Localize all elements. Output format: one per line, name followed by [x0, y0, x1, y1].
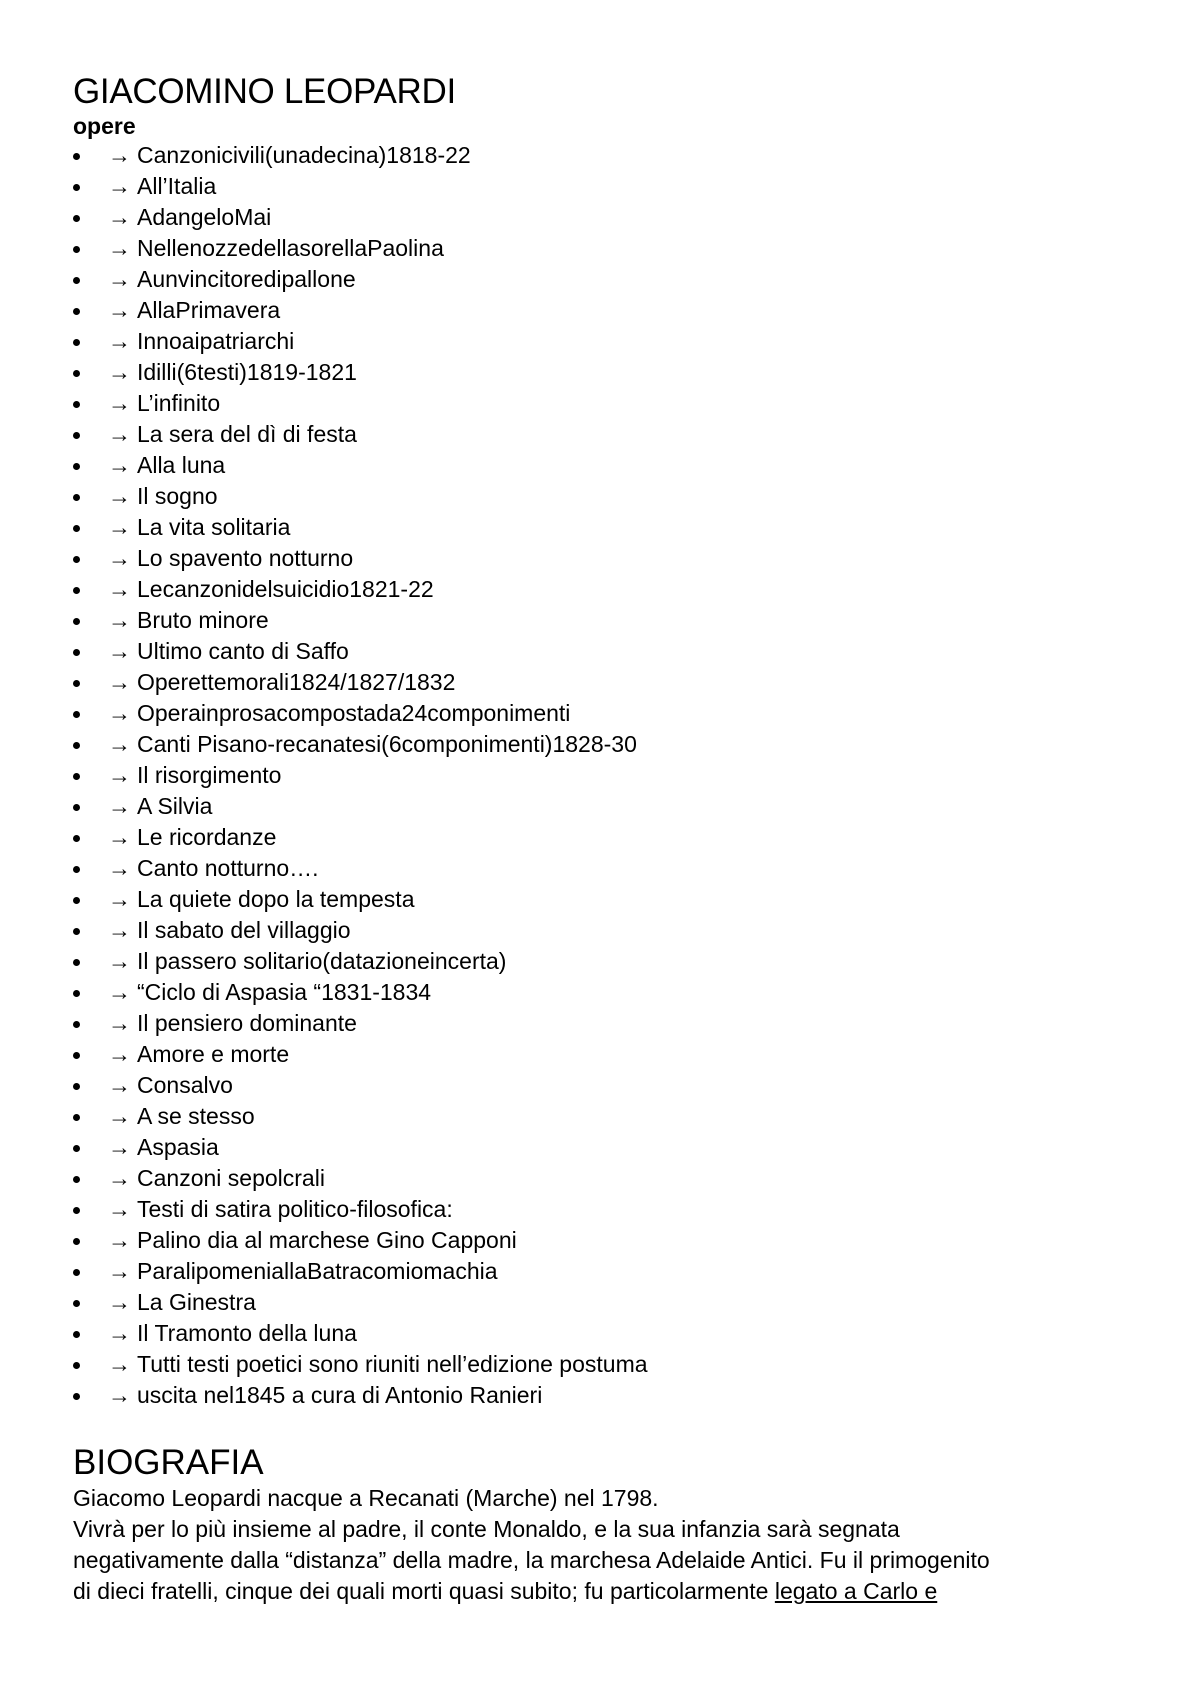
bullet-icon	[73, 897, 80, 904]
list-item	[73, 419, 1133, 450]
arrow-right-icon: →	[108, 390, 131, 416]
arrow-right-icon: →	[108, 855, 131, 881]
list-item-text: Lo spavento notturno	[137, 545, 354, 571]
bullet-icon	[73, 525, 80, 532]
list-item	[73, 481, 1133, 512]
bullet-icon	[73, 153, 80, 160]
list-item-text: La sera del dì di festa	[137, 421, 357, 447]
bullet-icon	[73, 1052, 80, 1059]
list-item	[73, 171, 1133, 202]
arrow-right-icon: →	[108, 1010, 131, 1036]
bullet-icon	[73, 432, 80, 439]
arrow-right-icon: →	[108, 1134, 131, 1160]
list-item	[73, 1163, 1133, 1194]
arrow-right-icon: →	[108, 1258, 131, 1284]
biography-line-text: di dieci fratelli, cinque dei quali morti quasi subito; fu particolarmente	[73, 1578, 775, 1604]
bullet-icon	[73, 1300, 80, 1307]
bullet-icon	[73, 649, 80, 656]
bullet-icon	[73, 680, 80, 687]
list-item-text: All’Italia	[137, 173, 217, 199]
bullet-icon	[73, 1083, 80, 1090]
works-list	[73, 140, 1133, 1411]
list-item	[73, 233, 1133, 264]
arrow-right-icon: →	[108, 886, 131, 912]
bullet-icon	[73, 1176, 80, 1183]
arrow-right-icon: →	[108, 948, 131, 974]
list-item	[73, 946, 1133, 977]
list-item	[73, 574, 1133, 605]
arrow-right-icon: →	[108, 576, 131, 602]
bullet-icon	[73, 959, 80, 966]
arrow-right-icon: →	[108, 1103, 131, 1129]
arrow-right-icon: →	[108, 638, 131, 664]
bullet-icon	[73, 866, 80, 873]
list-item-text: A Silvia	[137, 793, 213, 819]
arrow-right-icon: →	[108, 266, 131, 292]
list-item	[73, 140, 1133, 171]
bullet-icon	[73, 1021, 80, 1028]
bullet-icon	[73, 246, 80, 253]
arrow-right-icon: →	[108, 1165, 131, 1191]
arrow-right-icon: →	[108, 607, 131, 633]
list-item-text: Alla luna	[137, 452, 226, 478]
bullet-icon	[73, 1207, 80, 1214]
list-item	[73, 605, 1133, 636]
list-item-text: Operainprosacompostada24componimenti	[137, 700, 571, 726]
arrow-right-icon: →	[108, 1351, 131, 1377]
bullet-icon	[73, 1362, 80, 1369]
list-item-text: Amore e morte	[137, 1041, 290, 1067]
arrow-right-icon: →	[108, 1289, 131, 1315]
list-item-text: Il passero solitario(datazioneincerta)	[137, 948, 507, 974]
list-item	[73, 357, 1133, 388]
list-item-text: NellenozzedellasorellaPaolina	[137, 235, 444, 261]
bullet-icon	[73, 990, 80, 997]
list-item	[73, 698, 1133, 729]
list-item	[73, 1318, 1133, 1349]
arrow-right-icon: →	[108, 297, 131, 323]
bullet-icon	[73, 184, 80, 191]
arrow-right-icon: →	[108, 483, 131, 509]
bullet-icon	[73, 277, 80, 284]
list-item	[73, 853, 1133, 884]
bullet-icon	[73, 494, 80, 501]
list-item	[73, 1256, 1133, 1287]
arrow-right-icon: →	[108, 514, 131, 540]
list-item	[73, 388, 1133, 419]
bullet-icon	[73, 308, 80, 315]
bullet-icon	[73, 370, 80, 377]
list-item	[73, 884, 1133, 915]
list-item-text: Consalvo	[137, 1072, 233, 1098]
list-item-text: AllaPrimavera	[137, 297, 281, 323]
list-item	[73, 1287, 1133, 1318]
arrow-right-icon: →	[108, 204, 131, 230]
arrow-right-icon: →	[108, 328, 131, 354]
list-item	[73, 1039, 1133, 1070]
list-item-text: Il pensiero dominante	[137, 1010, 357, 1036]
list-item-text: Il risorgimento	[137, 762, 282, 788]
arrow-right-icon: →	[108, 700, 131, 726]
list-item	[73, 822, 1133, 853]
list-item-text: Canto notturno….	[137, 855, 319, 881]
arrow-right-icon: →	[108, 1320, 131, 1346]
list-item	[73, 636, 1133, 667]
list-item-text: Testi di satira politico-filosofica:	[137, 1196, 453, 1222]
arrow-right-icon: →	[108, 173, 131, 199]
list-item-text: Lecanzonidelsuicidio1821-22	[137, 576, 434, 602]
list-item-text: Canzonicivili(unadecina)1818-22	[137, 142, 471, 168]
list-item	[73, 326, 1133, 357]
arrow-right-icon: →	[108, 669, 131, 695]
biography-line: negativamente dalla “distanza” della madre, la marchesa Adelaide Antici. Fu il primogenito	[73, 1547, 990, 1573]
list-item	[73, 729, 1133, 760]
arrow-right-icon: →	[108, 731, 131, 757]
bullet-icon	[73, 835, 80, 842]
document-page	[73, 72, 1133, 1607]
arrow-right-icon: →	[108, 979, 131, 1005]
bullet-icon	[73, 1145, 80, 1152]
bullet-icon	[73, 1114, 80, 1121]
list-item	[73, 977, 1133, 1008]
arrow-right-icon: →	[108, 793, 131, 819]
list-item	[73, 1194, 1133, 1225]
bullet-icon	[73, 339, 80, 346]
arrow-right-icon: →	[108, 1382, 131, 1408]
list-item-text: L’infinito	[137, 390, 221, 416]
bullet-icon	[73, 1331, 80, 1338]
list-item-text: Canzoni sepolcrali	[137, 1165, 325, 1191]
list-item-text: Tutti testi poetici sono riuniti nell’edizione postuma	[137, 1351, 648, 1377]
arrow-right-icon: →	[108, 142, 131, 168]
list-item	[73, 450, 1133, 481]
list-item	[73, 543, 1133, 574]
list-item	[73, 512, 1133, 543]
list-item-text: La Ginestra	[137, 1289, 256, 1315]
document-title: GIACOMINO LEOPARDI	[73, 72, 456, 111]
list-item-text: Il Tramonto della luna	[137, 1320, 357, 1346]
list-item	[73, 915, 1133, 946]
list-item-text: Il sabato del villaggio	[137, 917, 351, 943]
list-item	[73, 295, 1133, 326]
list-item-text: Ultimo canto di Saffo	[137, 638, 349, 664]
list-item-text: ParalipomeniallaBatracomiomachia	[137, 1258, 498, 1284]
bullet-icon	[73, 618, 80, 625]
arrow-right-icon: →	[108, 1227, 131, 1253]
list-item	[73, 1349, 1133, 1380]
arrow-right-icon: →	[108, 1196, 131, 1222]
list-item	[73, 667, 1133, 698]
arrow-right-icon: →	[108, 1072, 131, 1098]
arrow-right-icon: →	[108, 824, 131, 850]
list-item	[73, 1225, 1133, 1256]
bullet-icon	[73, 711, 80, 718]
arrow-right-icon: →	[108, 452, 131, 478]
list-item-text: Aspasia	[137, 1134, 219, 1160]
list-item-text: Idilli(6testi)1819-1821	[137, 359, 357, 385]
list-item-text: Operettemorali1824/1827/1832	[137, 669, 456, 695]
bullet-icon	[73, 215, 80, 222]
list-item	[73, 1380, 1133, 1411]
list-item-text: Aunvincitoredipallone	[137, 266, 356, 292]
list-item-text: La vita solitaria	[137, 514, 291, 540]
list-item-text: Canti Pisano-recanatesi(6componimenti)1828-30	[137, 731, 637, 757]
list-item-text: AdangeloMai	[137, 204, 272, 230]
arrow-right-icon: →	[108, 359, 131, 385]
list-item-text: La quiete dopo la tempesta	[137, 886, 415, 912]
bullet-icon	[73, 556, 80, 563]
arrow-right-icon: →	[108, 235, 131, 261]
list-item-text: Palino dia al marchese Gino Capponi	[137, 1227, 517, 1253]
bullet-icon	[73, 401, 80, 408]
biography-line: Vivrà per lo più insieme al padre, il conte Monaldo, e la sua infanzia sarà segnata	[73, 1516, 900, 1542]
biography-heading: BIOGRAFIA	[73, 1443, 264, 1482]
list-item-text: Innoaipatriarchi	[137, 328, 295, 354]
biography-text	[73, 1483, 1133, 1607]
list-item	[73, 791, 1133, 822]
list-item	[73, 1008, 1133, 1039]
list-item-text: “Ciclo di Aspasia “1831-1834	[137, 979, 432, 1005]
list-item-text: Il sogno	[137, 483, 218, 509]
arrow-right-icon: →	[108, 917, 131, 943]
bullet-icon	[73, 1269, 80, 1276]
list-item	[73, 264, 1133, 295]
list-item	[73, 760, 1133, 791]
list-item-text: Le ricordanze	[137, 824, 277, 850]
list-item	[73, 1101, 1133, 1132]
bullet-icon	[73, 463, 80, 470]
biography-line: Giacomo Leopardi nacque a Recanati (Marche) nel 1798.	[73, 1485, 659, 1511]
arrow-right-icon: →	[108, 762, 131, 788]
works-subtitle: opere	[73, 113, 136, 139]
bullet-icon	[73, 804, 80, 811]
arrow-right-icon: →	[108, 545, 131, 571]
bullet-icon	[73, 1393, 80, 1400]
bullet-icon	[73, 742, 80, 749]
arrow-right-icon: →	[108, 1041, 131, 1067]
bullet-icon	[73, 928, 80, 935]
bullet-icon	[73, 587, 80, 594]
underlined-text: legato a Carlo e	[774, 1578, 938, 1604]
list-item	[73, 202, 1133, 233]
list-item-text: A se stesso	[137, 1103, 255, 1129]
biography-line	[73, 1576, 1133, 1607]
list-item-text: uscita nel1845 a cura di Antonio Ranieri	[137, 1382, 543, 1408]
list-item	[73, 1132, 1133, 1163]
list-item-text: Bruto minore	[137, 607, 269, 633]
arrow-right-icon: →	[108, 421, 131, 447]
list-item	[73, 1070, 1133, 1101]
bullet-icon	[73, 773, 80, 780]
bullet-icon	[73, 1238, 80, 1245]
